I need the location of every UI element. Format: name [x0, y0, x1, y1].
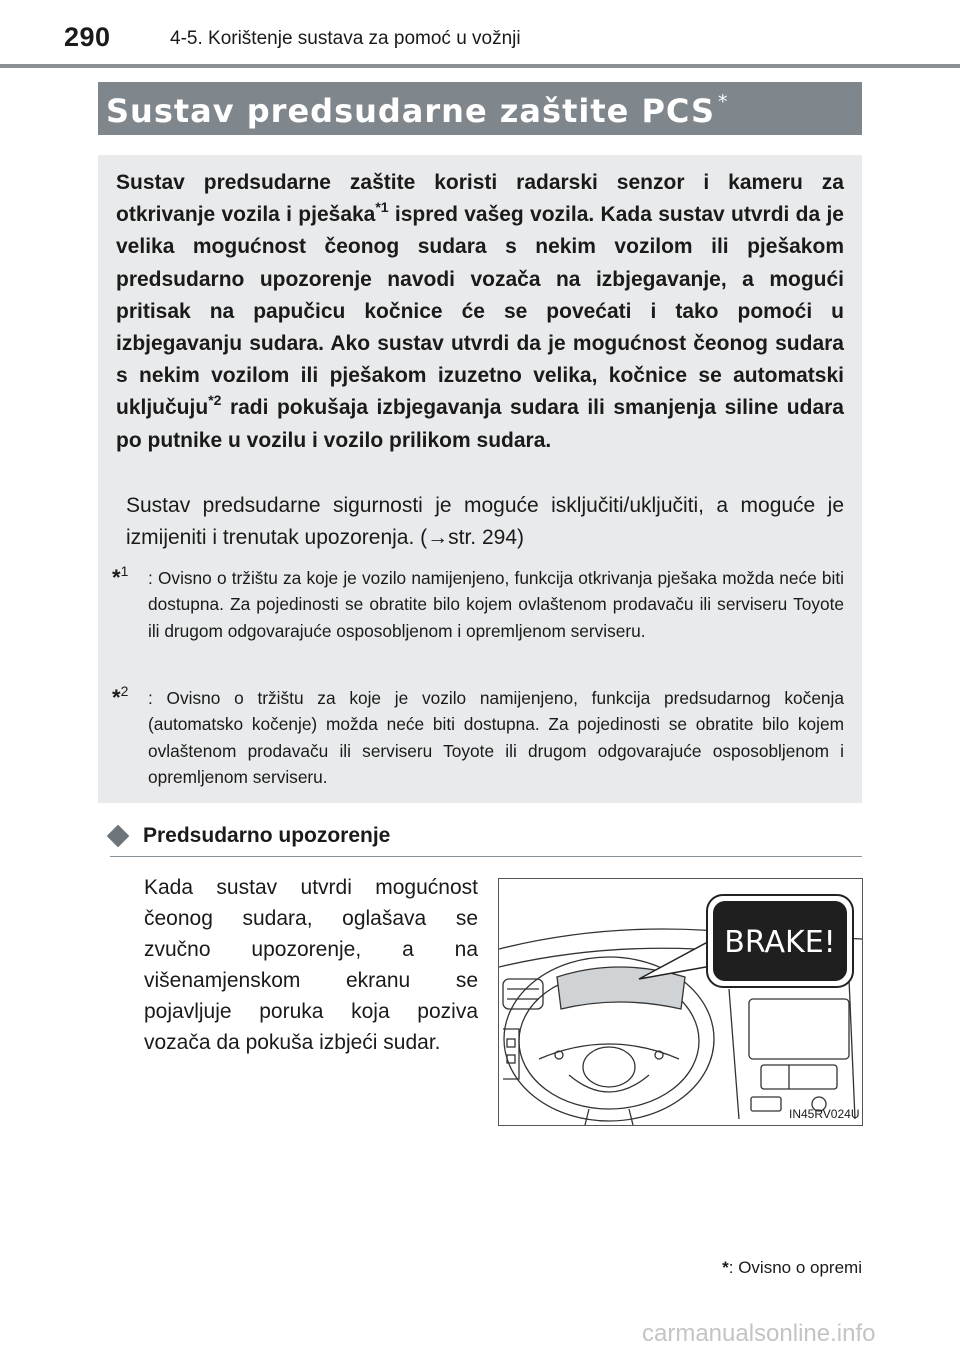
footnote-2-marker: *$^2$: [112, 683, 129, 710]
header-divider: [0, 64, 960, 68]
intro-text-1: Sustav predsudarne zaštite koristi radarski senzor i kameru za otkrivanje vozila i pješaka: [116, 171, 844, 227]
equipment-note: [690, 1258, 862, 1278]
page-ref-link[interactable]: str. 294): [448, 526, 525, 549]
page-title: [106, 91, 729, 130]
page-title-text: Sustav predsudarne zaštite PCS: [106, 92, 716, 130]
equipment-note-text: : Ovisno o opremi: [728, 1258, 862, 1277]
intro-paragraph: [116, 167, 844, 457]
settings-note-text: Sustav predsudarne sigurnosti je moguće isključiti/uključiti, a moguće je izmijeniti i trenutak upozorenja. (: [126, 494, 844, 549]
footnote-1-marker: *$^1$: [112, 563, 129, 590]
footnote-ref-1: *1: [375, 199, 389, 216]
equipment-note-marker: *: [722, 1258, 729, 1277]
subsection-heading: [110, 822, 862, 856]
intro-box: [98, 155, 862, 803]
subsection-title: Predsudarno upozorenje: [143, 824, 391, 847]
settings-note: [126, 490, 844, 554]
footnote-2-text: : Ovisno o tržištu za koje je vozilo namijenjeno, funkcija predsudarnog kočenja (automatsko kočenje) možda neće biti dostupna. Za pojedinosti se obratite bilo kojem ovlaštenom prodavaču ili serviseru Toyote ili drugom odgovarajuće osposobljenom i opremljenom serviseru.: [148, 688, 844, 787]
figure-code: IN45RV024U: [789, 1107, 860, 1121]
diamond-bullet-icon: [107, 825, 130, 848]
dashboard-illustration: [498, 878, 863, 1126]
chapter-title: 4-5. Korištenje sustava za pomoć u vožnji: [170, 28, 521, 49]
section-title-bar: [98, 82, 862, 135]
page-ref-arrow: →: [427, 526, 449, 549]
intro-text-2: ispred vašeg vozila. Kada sustav utvrdi da je velika mogućnost čeonog sudara s nekim vozilom ili pješakom predsudarno upozorenje navodi vozača na izbjegavanje, a mogući pritisak na papučicu kočnice će se povećati i tako pomoći u izbjegavanju sudara. Ako sustav utvrdi da je mogućnost čeonog sudara s nekim vozilom ili pješakom izuzetno velika, kočnice se automatski uključuju: [116, 203, 844, 420]
warning-description: Kada sustav utvrdi mogućnost čeonog sudara, oglašava se zvučno upozorenje, a na višenamjenskom ekranu se pojavljuje poruka koja poziva vozača da pokuša izbjeći sudar.: [144, 876, 478, 1054]
brake-warning-message: BRAKE!: [724, 925, 836, 960]
page-header: [0, 0, 960, 70]
footnote-1: [112, 565, 844, 675]
title-asterisk: *: [718, 91, 729, 113]
footnote-1-text: : Ovisno o tržištu za koje je vozilo namijenjeno, funkcija otkrivanja pješaka možda neće biti dostupna. Za pojedinosti se obratite bilo kojem ovlaštenom prodavaču ili serviseru Toyote ili drugom odgovarajuće osposobljenom i opremljenom serviseru.: [148, 568, 844, 641]
page-number: 290: [64, 22, 111, 52]
watermark: carmanualsonline.info: [642, 1320, 876, 1347]
subsection-divider: [110, 856, 862, 857]
dashboard-drawing: [499, 879, 862, 1125]
intro-text-3: radi pokušaja izbjegavanja sudara ili smanjenja siline udara po putnike u vozilu i vozilo prilikom sudara.: [116, 396, 844, 452]
footnote-2: [112, 685, 844, 795]
footnote-ref-2: *2: [208, 392, 222, 409]
